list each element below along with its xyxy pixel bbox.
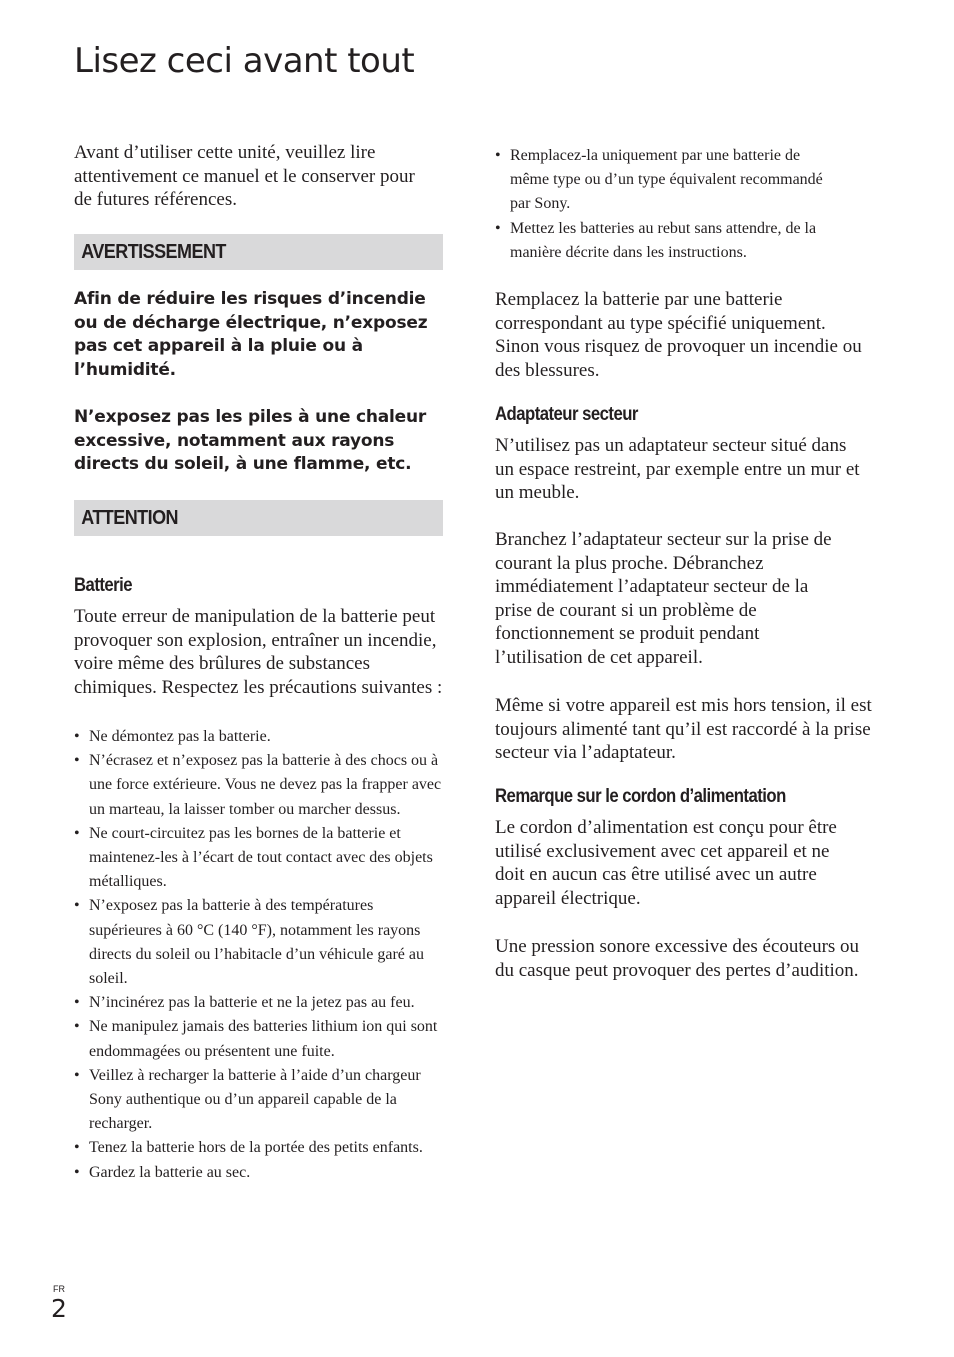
battery-paragraph: Toute erreur de manipulation de la batterie peut provoquer son explosion, entraîner un incendie, voire même des brûlures de substances chimiques. Respectez les précautions suivantes :: [74, 606, 443, 698]
list-item: • Ne manipulez jamais des batteries lithium ion qui sont endommagées ou présentent une fuite.: [74, 1018, 438, 1060]
list-item: • N’écrasez et n’exposez pas la batterie à des chocs ou à une force extérieure. Vous ne devez pas la frapper avec un marteau, la laisser tomber ou marcher dessus.: [74, 752, 442, 818]
warning-paragraph-1: Afin de réduire les risques d’incendie ou de décharge électrique, n’exposez pas cet appareil à la pluie ou à l’humidité.: [74, 289, 428, 380]
battery-precautions-list-continued: [495, 144, 865, 265]
list-item: • Tenez la batterie hors de la portée des petits enfants.: [74, 1139, 423, 1157]
list-item: • Gardez la batterie au sec.: [74, 1163, 251, 1181]
hearing-warning-paragraph: Une pression sonore excessive des écouteurs ou du casque peut provoquer des pertes d’audition.: [495, 936, 860, 981]
list-item: • Mettez les batteries au rebut sans attendre, de la manière décrite dans les instructions.: [495, 219, 817, 261]
warning-heading-bar: [74, 234, 443, 270]
list-item: • N’incinérez pas la batterie et ne la jetez pas au feu.: [74, 994, 415, 1012]
list-item: • Veillez à recharger la batterie à l’aide d’un chargeur Sony authentique ou d’un appareil capable de la recharger.: [74, 1066, 421, 1133]
adapter-heading: Adaptateur secteur: [495, 404, 638, 425]
intro-paragraph: Avant d’utiliser cette unité, veuillez lire attentivement ce manuel et le conserver pour de futures références.: [74, 142, 415, 211]
adapter-paragraph-2: Branchez l’adaptateur secteur sur la prise de courant la plus proche. Débranchez immédiatement l’adaptateur secteur de la prise de courant si un problème de fonctionnement se produit pendant l’utilisation de cet appareil.: [495, 529, 832, 668]
page-number: 2: [51, 1294, 67, 1323]
adapter-paragraph-3: Même si votre appareil est mis hors tension, il est toujours alimenté tant qu’il est raccordé à la prise secteur via l’adaptateur.: [495, 695, 872, 764]
warning-heading: AVERTISSEMENT: [81, 241, 226, 263]
list-item: • Ne court-circuitez pas les bornes de la batterie et maintenez-les à l’écart de tout contact avec des objets métalliques.: [74, 824, 433, 891]
list-item: • N’exposez pas la batterie à des températures supérieures à 60 °C (140 °F), notamment les rayons directs du soleil ou l’habitacle d’un véhicule garé au soleil.: [74, 897, 424, 988]
replace-battery-paragraph: Remplacez la batterie par une batterie correspondant au type spécifié uniquement. Sinon vous risquez de provoquer un incendie ou des blessures.: [495, 289, 862, 381]
adapter-paragraph-1: N’utilisez pas un adaptateur secteur situé dans un espace restreint, par exemple entre un mur et un meuble.: [495, 435, 860, 504]
battery-heading: Batterie: [74, 575, 133, 596]
attention-heading: ATTENTION: [81, 507, 179, 529]
attention-heading-bar: [74, 500, 443, 536]
page-title: Lisez ceci avant tout: [74, 41, 415, 81]
battery-precautions-list: [74, 725, 444, 1185]
power-cord-heading: Remarque sur le cordon d’alimentation: [495, 786, 786, 807]
list-item: • Ne démontez pas la batterie.: [74, 728, 271, 745]
list-item: • Remplacez-la uniquement par une batterie de même type ou d’un type équivalent recommandé par Sony.: [495, 147, 823, 213]
warning-paragraph-2: N’exposez pas les piles à une chaleur excessive, notamment aux rayons directs du soleil, à une flamme, etc.: [74, 407, 427, 475]
language-code: FR: [53, 1284, 65, 1294]
power-cord-paragraph: Le cordon d’alimentation est conçu pour être utilisé exclusivement avec cet appareil et ne doit en aucun cas être utilisé avec un autre appareil électrique.: [495, 817, 837, 909]
